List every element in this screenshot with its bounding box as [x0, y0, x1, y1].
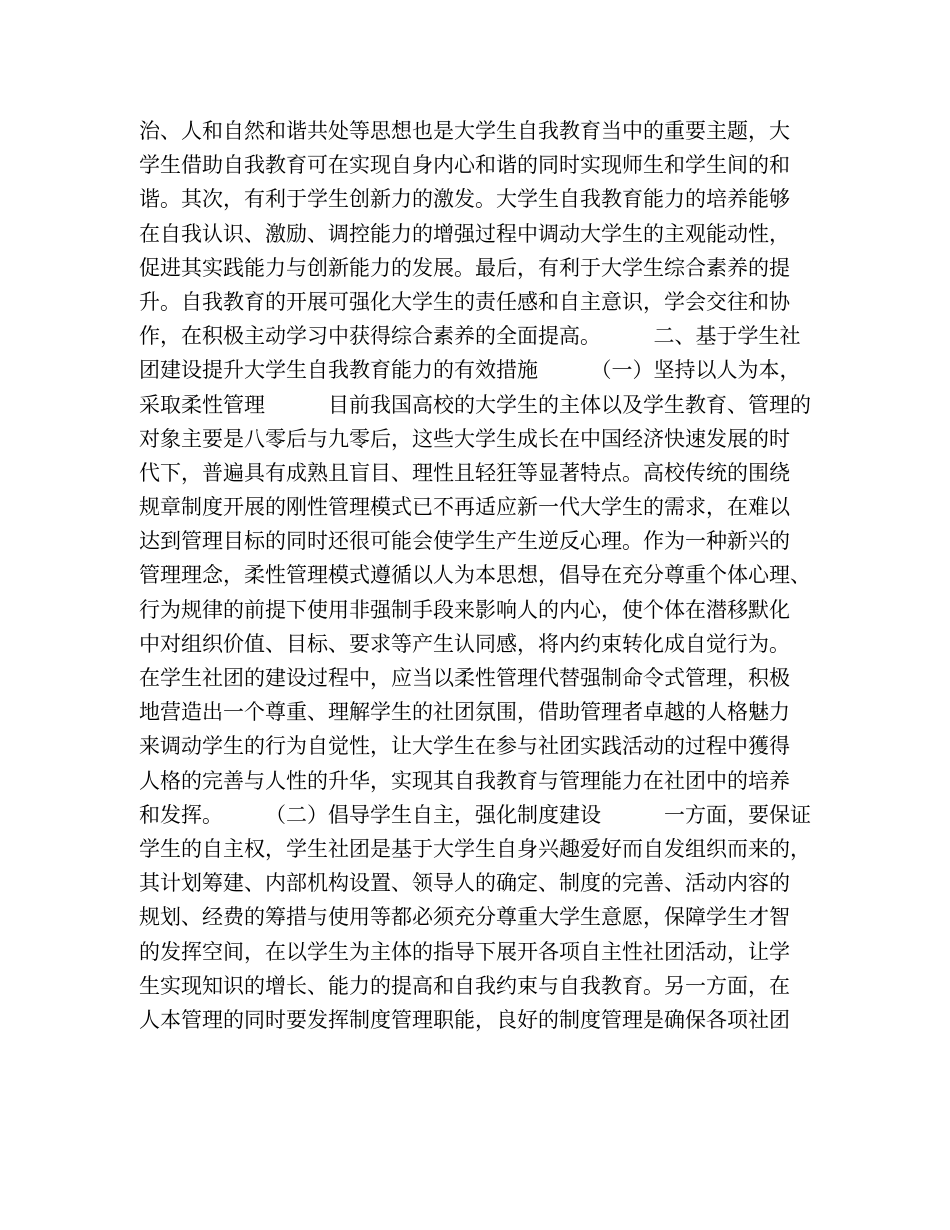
- text-line: 团建设提升大学生自我教育能力的有效措施 （一）坚持以人为本，: [139, 358, 801, 383]
- text-line: 治、人和自然和谐共处等思想也是大学生自我教育当中的重要主题，大: [139, 119, 790, 143]
- text-line: 作，在积极主动学习中获得综合素养的全面提高。 二、基于学生社: [139, 324, 801, 349]
- text-line: 和发挥。 （二）倡导学生自主，强化制度建设 一方面，要保证: [139, 802, 811, 827]
- text-line: 升。自我教育的开展可强化大学生的责任感和自主意识，学会交往和协: [139, 289, 790, 314]
- text-line: 中对组织价值、目标、要求等产生认同感，将内约束转化成自觉行为。: [139, 631, 790, 656]
- text-line: 谐。其次，有利于学生创新力的激发。大学生自我教育能力的培养能够: [139, 187, 790, 212]
- text-line: 学生借助自我教育可在实现自身内心和谐的同时实现师生和学生间的和: [139, 153, 790, 178]
- text-line: 的发挥空间，在以学生为主体的指导下展开各项自主性社团活动，让学: [139, 939, 790, 964]
- text-line: 人格的完善与人性的升华，实现其自我教育与管理能力在社团中的培养: [139, 768, 790, 793]
- text-line: 在学生社团的建设过程中，应当以柔性管理代替强制命令式管理，积极: [139, 666, 790, 690]
- text-line: 在自我认识、激励、调控能力的增强过程中调动大学生的主观能动性，: [139, 221, 790, 246]
- text-line: 规划、经费的筹措与使用等都必须充分尊重大学生意愿，保障学生才智: [139, 905, 790, 930]
- text-line: 学生的自主权，学生社团是基于大学生自身兴趣爱好而自发组织而来的，: [139, 836, 811, 861]
- text-line: 管理理念，柔性管理模式遵循以人为本思想，倡导在充分尊重个体心理、: [139, 563, 811, 588]
- text-line: 规章制度开展的刚性管理模式已不再适应新一代大学生的需求，在难以: [139, 495, 790, 520]
- text-line: 达到管理目标的同时还很可能会使学生产生逆反心理。作为一种新兴的: [139, 529, 790, 554]
- text-line: 促进其实践能力与创新能力的发展。最后，有利于大学生综合素养的提: [139, 255, 790, 280]
- body-text: [139, 114, 829, 1037]
- text-line: 来调动学生的行为自觉性，让大学生在参与社团实践活动的过程中獲得: [139, 734, 790, 759]
- text-line: 代下，普遍具有成熟且盲目、理性且轻狂等显著特点。高校传统的围绕: [139, 460, 790, 485]
- text-line: 采取柔性管理 目前我国高校的大学生的主体以及学生教育、管理的: [139, 392, 811, 417]
- text-line: 地营造出一个尊重、理解学生的社团氛围，借助管理者卓越的人格魅力: [139, 700, 790, 725]
- text-line: 行为规律的前提下使用非强制手段来影响人的内心，使个体在潜移默化: [139, 597, 790, 622]
- text-line: 其计划筹建、内部机构设置、领导人的确定、制度的完善、活动内容的: [139, 871, 790, 896]
- text-line: 人本管理的同时要发挥制度管理职能，良好的制度管理是确保各项社团: [139, 1007, 790, 1032]
- text-line: 对象主要是八零后与九零后，这些大学生成长在中国经济快速发展的时: [139, 426, 790, 451]
- text-line: 生实现知识的增长、能力的提高和自我约束与自我教育。另一方面，在: [139, 973, 790, 998]
